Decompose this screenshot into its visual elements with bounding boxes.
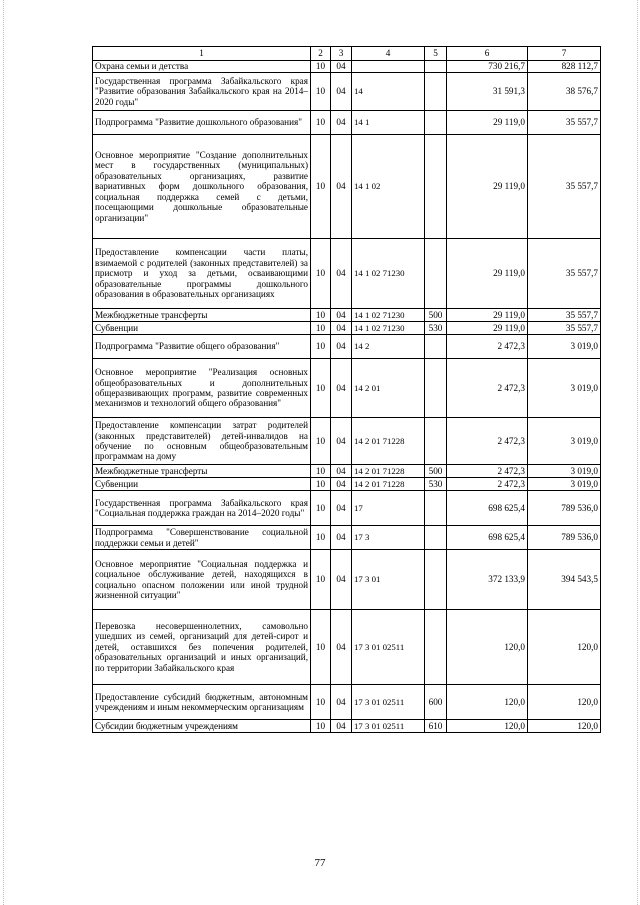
row-amount-1-cell: 29 119,0 [447,135,528,239]
row-amount-1-cell: 698 625,4 [447,491,528,526]
row-expense-type-cell: 500 [425,465,447,478]
row-name-cell: Межбюджетные трансферты [93,309,311,322]
row-target-article-cell: 17 [352,491,425,526]
row-section-cell: 10 [311,720,331,733]
row-target-article-cell: 14 2 01 [352,359,425,418]
table-row [93,73,601,111]
row-amount-2-cell: 789 536,0 [528,491,601,526]
row-section-cell: 10 [311,111,331,135]
row-expense-type-cell [425,335,447,359]
row-amount-2-cell: 828 112,7 [528,61,601,73]
row-expense-type-cell [425,359,447,418]
row-subsection-cell: 04 [331,550,352,610]
row-name-cell: Субвенции [93,322,311,335]
table-row [93,335,601,359]
row-name-cell: Основное мероприятие "Создание дополнительных мест в государственных (муниципальных) образовательных организациях, развитие вариативных форм дошкольного образования, социальная поддержка семей с детьми, посещающими дошкольные образовательные организации" [93,135,311,239]
row-amount-2-cell: 120,0 [528,610,601,685]
row-expense-type-cell [425,550,447,610]
row-expense-type-cell [425,111,447,135]
row-subsection-cell: 04 [331,720,352,733]
row-amount-1-cell: 29 119,0 [447,322,528,335]
row-name-cell: Охрана семьи и детства [93,61,311,73]
header-cell-amount-1: 6 [447,47,528,61]
row-subsection-cell: 04 [331,135,352,239]
table-row [93,322,601,335]
row-subsection-cell: 04 [331,359,352,418]
header-cell-target-article: 4 [352,47,425,61]
header-cell-expense-type: 5 [425,47,447,61]
row-amount-1-cell: 120,0 [447,610,528,685]
row-subsection-cell: 04 [331,465,352,478]
row-amount-1-cell: 2 472,3 [447,478,528,491]
row-target-article-cell: 14 2 01 71228 [352,465,425,478]
row-subsection-cell: 04 [331,322,352,335]
row-amount-1-cell: 2 472,3 [447,359,528,418]
row-target-article-cell: 17 3 01 02511 [352,720,425,733]
row-amount-2-cell: 3 019,0 [528,478,601,491]
row-name-cell: Субвенции [93,478,311,491]
row-section-cell: 10 [311,610,331,685]
row-expense-type-cell [425,526,447,550]
row-amount-2-cell: 3 019,0 [528,465,601,478]
row-section-cell: 10 [311,465,331,478]
row-subsection-cell: 04 [331,491,352,526]
row-expense-type-cell: 500 [425,309,447,322]
row-amount-2-cell: 3 019,0 [528,418,601,465]
row-expense-type-cell: 610 [425,720,447,733]
row-amount-1-cell: 29 119,0 [447,309,528,322]
row-amount-2-cell: 35 557,7 [528,111,601,135]
row-expense-type-cell [425,61,447,73]
table-row [93,239,601,309]
row-section-cell: 10 [311,73,331,111]
row-target-article-cell: 14 2 01 71228 [352,478,425,491]
page-number: 77 [314,857,326,869]
table-row [93,465,601,478]
row-expense-type-cell [425,73,447,111]
row-section-cell: 10 [311,526,331,550]
row-amount-1-cell: 2 472,3 [447,335,528,359]
row-section-cell: 10 [311,491,331,526]
budget-table [92,46,601,733]
row-expense-type-cell [425,491,447,526]
page-edge-right [637,0,638,905]
budget-table-body [93,47,601,733]
table-row [93,685,601,720]
row-target-article-cell: 14 1 02 [352,135,425,239]
row-amount-2-cell: 35 557,7 [528,309,601,322]
row-amount-1-cell: 730 216,7 [447,61,528,73]
row-target-article-cell [352,61,425,73]
row-target-article-cell: 17 3 01 [352,550,425,610]
row-section-cell: 10 [311,550,331,610]
row-amount-1-cell: 372 133,9 [447,550,528,610]
row-section-cell: 10 [311,239,331,309]
row-subsection-cell: 04 [331,478,352,491]
row-target-article-cell: 14 [352,73,425,111]
table-row [93,526,601,550]
row-amount-2-cell: 3 019,0 [528,335,601,359]
row-section-cell: 10 [311,359,331,418]
row-expense-type-cell [425,239,447,309]
row-subsection-cell: 04 [331,309,352,322]
row-amount-2-cell: 35 557,7 [528,322,601,335]
row-target-article-cell: 14 1 [352,111,425,135]
row-subsection-cell: 04 [331,61,352,73]
table-row [93,61,601,73]
row-name-cell: Подпрограмма "Развитие дошкольного образования" [93,111,311,135]
table-row [93,418,601,465]
table-row [93,720,601,733]
row-expense-type-cell: 600 [425,685,447,720]
row-amount-2-cell: 120,0 [528,720,601,733]
row-target-article-cell: 14 1 02 71230 [352,239,425,309]
table-row [93,309,601,322]
row-name-cell: Субсидии бюджетным учреждениям [93,720,311,733]
row-target-article-cell: 14 1 02 71230 [352,322,425,335]
row-expense-type-cell: 530 [425,322,447,335]
row-name-cell: Межбюджетные трансферты [93,465,311,478]
table-row [93,111,601,135]
row-subsection-cell: 04 [331,111,352,135]
header-cell-name: 1 [93,47,311,61]
row-name-cell: Предоставление компенсации затрат родителей (законных представителей) детей-инвалидов на обучение по основным общеобразовательным программам на дому [93,418,311,465]
row-section-cell: 10 [311,309,331,322]
row-expense-type-cell [425,610,447,685]
table-row [93,550,601,610]
row-amount-1-cell: 2 472,3 [447,465,528,478]
row-section-cell: 10 [311,135,331,239]
row-name-cell: Подпрограмма "Совершенствование социальной поддержки семьи и детей" [93,526,311,550]
row-target-article-cell: 17 3 [352,526,425,550]
table-row [93,359,601,418]
row-amount-1-cell: 31 591,3 [447,73,528,111]
row-amount-1-cell: 29 119,0 [447,111,528,135]
row-subsection-cell: 04 [331,685,352,720]
row-section-cell: 10 [311,61,331,73]
row-expense-type-cell [425,418,447,465]
row-section-cell: 10 [311,418,331,465]
row-amount-2-cell: 3 019,0 [528,359,601,418]
row-amount-2-cell: 35 557,7 [528,239,601,309]
table-header-row [93,47,601,61]
header-cell-section: 2 [311,47,331,61]
row-amount-2-cell: 35 557,7 [528,135,601,239]
row-name-cell: Предоставление субсидий бюджетным, автономным учреждениям и иным некоммерческим организациям [93,685,311,720]
row-amount-2-cell: 38 576,7 [528,73,601,111]
row-target-article-cell: 14 2 [352,335,425,359]
page-edge-left [3,0,4,905]
row-section-cell: 10 [311,322,331,335]
row-target-article-cell: 14 2 01 71228 [352,418,425,465]
row-subsection-cell: 04 [331,526,352,550]
table-row [93,135,601,239]
row-name-cell: Государственная программа Забайкальского края "Социальная поддержка граждан на 2014–2020 годы" [93,491,311,526]
row-name-cell: Перевозка несовершеннолетних, самовольно ушедших из семей, организаций для детей-сирот и детей, оставшихся без попечения родителей, образовательных организаций и иных организаций, по территории Забайкальского края [93,610,311,685]
row-subsection-cell: 04 [331,335,352,359]
row-name-cell: Основное мероприятие "Реализация основных общеобразовательных и дополнительных общеразвивающих программ, развитие современных механизмов и технологий общего образования" [93,359,311,418]
row-subsection-cell: 04 [331,610,352,685]
row-amount-2-cell: 120,0 [528,685,601,720]
row-name-cell: Подпрограмма "Развитие общего образования" [93,335,311,359]
table-row [93,478,601,491]
row-name-cell: Государственная программа Забайкальского края "Развитие образования Забайкальского края на 2014–2020 годы" [93,73,311,111]
row-section-cell: 10 [311,478,331,491]
row-subsection-cell: 04 [331,73,352,111]
table-row [93,491,601,526]
row-target-article-cell: 17 3 01 02511 [352,610,425,685]
row-target-article-cell: 14 1 02 71230 [352,309,425,322]
row-expense-type-cell [425,135,447,239]
row-subsection-cell: 04 [331,239,352,309]
row-amount-2-cell: 789 536,0 [528,526,601,550]
row-target-article-cell: 17 3 01 02511 [352,685,425,720]
row-section-cell: 10 [311,335,331,359]
row-subsection-cell: 04 [331,418,352,465]
row-name-cell: Предоставление компенсации части платы, взимаемой с родителей (законных представителей) за присмотр и уход за детьми, осваивающими образовательные программы дошкольного образования в образовательных организациях [93,239,311,309]
row-amount-1-cell: 120,0 [447,685,528,720]
row-amount-2-cell: 394 543,5 [528,550,601,610]
header-cell-amount-2: 7 [528,47,601,61]
row-amount-1-cell: 698 625,4 [447,526,528,550]
row-name-cell: Основное мероприятие "Социальная поддержка и социальное обслуживание детей, находящихся в социально опасном положении или иной трудной жизненной ситуации" [93,550,311,610]
table-row [93,610,601,685]
row-amount-1-cell: 2 472,3 [447,418,528,465]
row-amount-1-cell: 29 119,0 [447,239,528,309]
row-section-cell: 10 [311,685,331,720]
row-amount-1-cell: 120,0 [447,720,528,733]
header-cell-subsection: 3 [331,47,352,61]
row-expense-type-cell: 530 [425,478,447,491]
